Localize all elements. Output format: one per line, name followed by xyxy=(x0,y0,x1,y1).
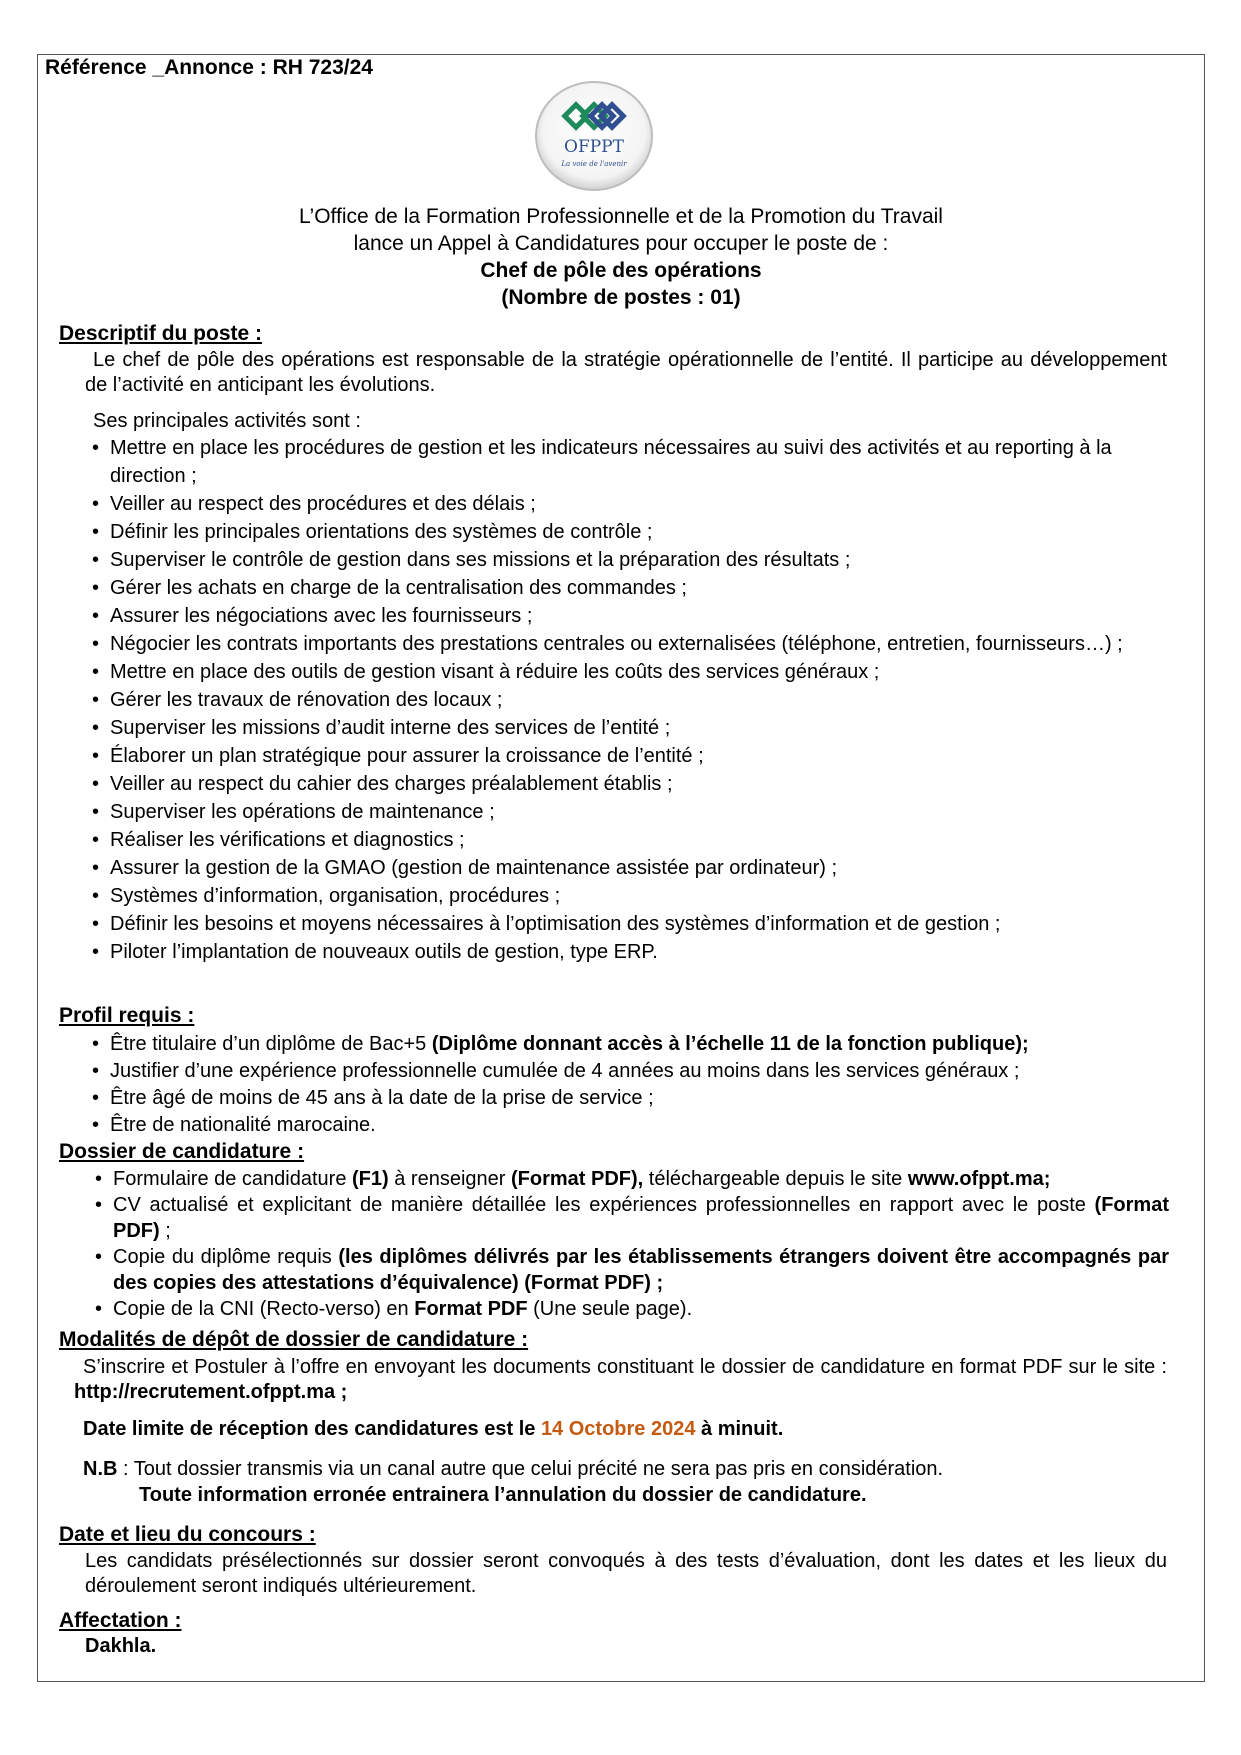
list-item: • Être de nationalité marocaine. xyxy=(92,1112,1172,1139)
activity-item: • Piloter l’implantation de nouveaux outils de gestion, type ERP. xyxy=(92,938,1172,966)
list-item: • Copie de la CNI (Recto-verso) en Format PDF (Une seule page). xyxy=(95,1296,1169,1322)
position-count: (Nombre de postes : 01) xyxy=(501,286,741,309)
activities-list xyxy=(92,434,1172,966)
recruitment-url: http://recrutement.ofppt.ma ; xyxy=(74,1381,348,1403)
list-item: • Être âgé de moins de 45 ans à la date de la prise de service ; xyxy=(92,1085,1172,1112)
intro-line-1: L’Office de la Formation Professionnelle et de la Promotion du Travail xyxy=(299,205,943,228)
activity-item: • Élaborer un plan stratégique pour assurer la croissance de l’entité ; xyxy=(92,742,1172,770)
modalites-text: S’inscrire et Postuler à l’offre en envoyant les documents constituant le dossier de candidature en format PDF sur le site : http://recrutement.ofppt.ma ; xyxy=(74,1356,1167,1403)
profil-heading: Profil requis : xyxy=(59,1004,195,1027)
activity-item: • Superviser les missions d’audit interne des services de l’entité ; xyxy=(92,714,1172,742)
list-item: • CV actualisé et explicitant de manière détaillée les expériences professionnelles en rapport avec le poste (Format PDF) ; xyxy=(95,1192,1169,1244)
dossier-heading: Dossier de candidature : xyxy=(59,1140,305,1163)
activity-item: • Superviser les opérations de maintenance ; xyxy=(92,798,1172,826)
activity-item: • Veiller au respect des procédures et des délais ; xyxy=(92,490,1172,518)
list-item: • Justifier d’une expérience professionnelle cumulée de 4 années au moins dans les services généraux ; xyxy=(92,1058,1172,1085)
intro-line-2: lance un Appel à Candidatures pour occuper le poste de : xyxy=(353,232,889,255)
activity-item: • Assurer la gestion de la GMAO (gestion de maintenance assistée par ordinateur) ; xyxy=(92,854,1172,882)
activities-intro: Ses principales activités sont : xyxy=(93,410,361,432)
activity-item: • Veiller au respect du cahier des charges préalablement établis ; xyxy=(92,770,1172,798)
concours-heading: Date et lieu du concours : xyxy=(59,1523,316,1546)
activity-item: • Gérer les travaux de rénovation des locaux ; xyxy=(92,686,1172,714)
activity-item: • Définir les principales orientations des systèmes de contrôle ; xyxy=(92,518,1172,546)
affectation-value: Dakhla. xyxy=(85,1635,157,1657)
position-title: Chef de pôle des opérations xyxy=(480,259,762,282)
activity-item: • Mettre en place les procédures de gestion et les indicateurs nécessaires au suivi des activités et au reporting à la direction ; xyxy=(92,434,1172,490)
profil-item-1-bold: (Diplôme donnant accès à l’échelle 11 de la fonction publique); xyxy=(431,1033,1029,1055)
activity-item: • Gérer les achats en charge de la centralisation des commandes ; xyxy=(92,574,1172,602)
descriptif-heading: Descriptif du poste : xyxy=(59,322,263,345)
nb-label: N.B xyxy=(83,1458,118,1480)
activity-item: • Assurer les négociations avec les fournisseurs ; xyxy=(92,602,1172,630)
deadline-date: 14 Octobre 2024 xyxy=(540,1418,696,1440)
descriptif-paragraph: Le chef de pôle des opérations est responsable de la stratégie opérationnelle de l’entité. Il participe au développement de l’activité en anticipant les évolutions. xyxy=(85,349,1167,396)
activity-item: • Négocier les contrats importants des prestations centrales ou externalisées (téléphone, entretien, fournisseurs…) ; xyxy=(92,630,1172,658)
activity-item: • Superviser le contrôle de gestion dans ses missions et la préparation des résultats ; xyxy=(92,546,1172,574)
deadline-line: Date limite de réception des candidatures est le 14 Octobre 2024 à minuit. xyxy=(83,1418,784,1440)
nb-bold-line: Toute information erronée entrainera l’annulation du dossier de candidature. xyxy=(139,1484,867,1506)
nb-line: N.B : Tout dossier transmis via un canal autre que celui précité ne sera pas pris en considération. xyxy=(83,1458,944,1480)
concours-text: Les candidats présélectionnés sur dossier seront convoqués à des tests d’évaluation, dont les dates et les lieux du déroulement seront indiqués ultérieurement. xyxy=(85,1550,1167,1597)
activity-item: • Mettre en place des outils de gestion visant à réduire les coûts des services généraux ; xyxy=(92,658,1172,686)
activity-item: • Systèmes d’information, organisation, procédures ; xyxy=(92,882,1172,910)
affectation-heading: Affectation : xyxy=(59,1609,182,1632)
list-item: • Formulaire de candidature (F1) à renseigner (Format PDF), téléchargeable depuis le site www.ofppt.ma; xyxy=(95,1166,1169,1192)
activity-item: • Définir les besoins et moyens nécessaires à l’optimisation des systèmes d’information et de gestion ; xyxy=(92,910,1172,938)
profil-list xyxy=(92,1031,1172,1139)
modalites-heading: Modalités de dépôt de dossier de candidature : xyxy=(59,1328,529,1351)
reference-label: Référence _Annonce : RH 723/24 xyxy=(45,56,373,79)
profil-item-1-text: Être titulaire d’un diplôme de Bac+5 xyxy=(110,1033,432,1055)
logo-text: OFPPT xyxy=(564,137,624,157)
activity-item: • Réaliser les vérifications et diagnostics ; xyxy=(92,826,1172,854)
list-item: • Copie du diplôme requis (les diplômes délivrés par les établissements étrangers doivent être accompagnés par des copies des attestations d’équivalence) (Format PDF) ; xyxy=(95,1244,1169,1296)
logo-tagline: La voie de l'avenir xyxy=(561,160,627,168)
ofppt-logo xyxy=(532,78,656,194)
dossier-list xyxy=(95,1166,1169,1322)
list-item xyxy=(92,1031,1172,1058)
